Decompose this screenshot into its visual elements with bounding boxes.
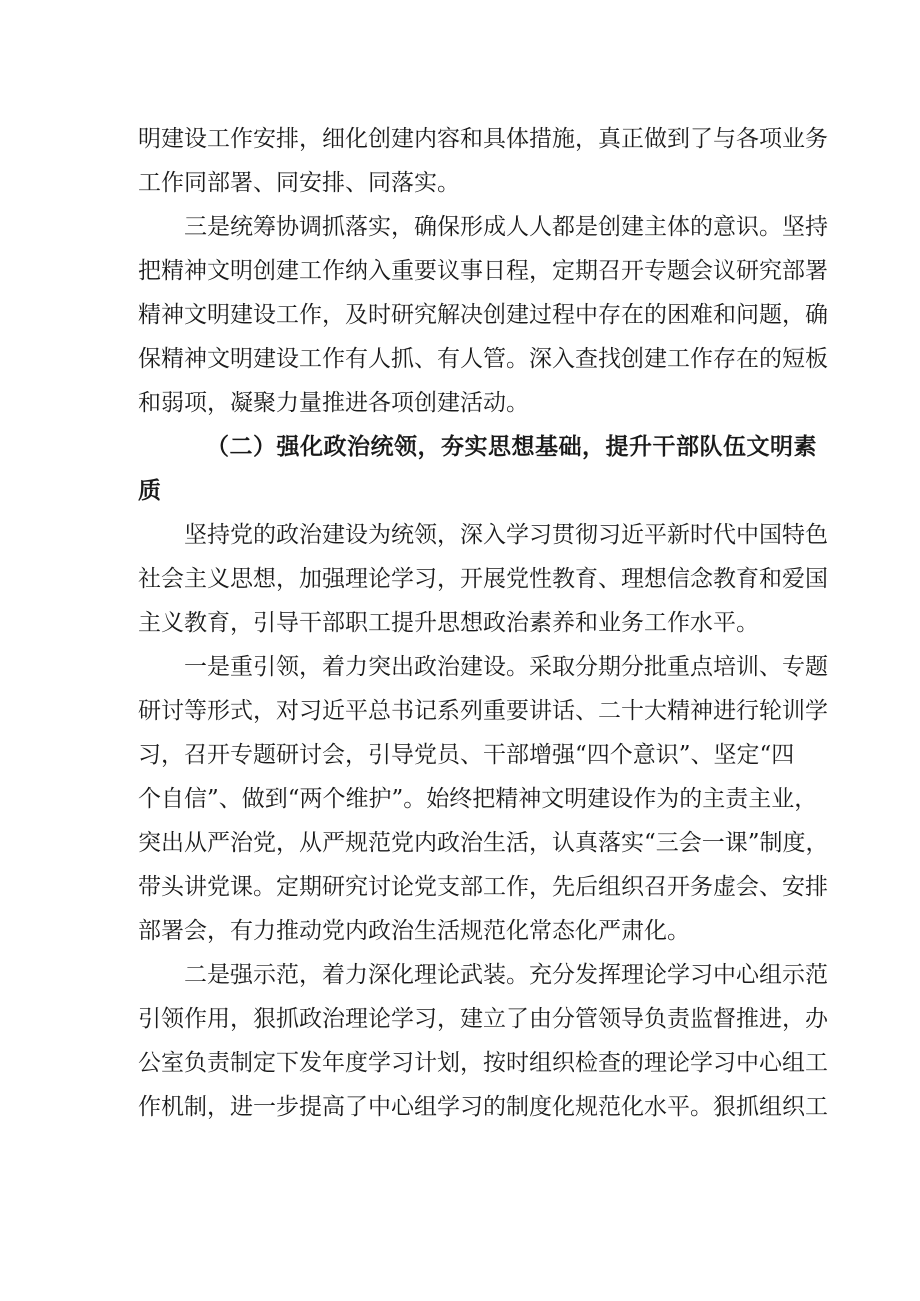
text-line: 明建设工作安排，细化创建内容和具体措施，真正做到了与各项业务 xyxy=(138,126,828,152)
text-line: 作机制，进一步提高了中心组学习的制度化规范化水平。狠抓组织工 xyxy=(138,1094,828,1120)
text-line: 引领作用，狠抓政治理论学习，建立了由分管领导负责监督推进，办 xyxy=(138,1006,828,1032)
text-line: 突出从严治党，从严规范党内政治生活，认真落实“三会一课”制度， xyxy=(138,830,829,856)
text-line: 工作同部署、同安排、同落实。 xyxy=(138,170,460,196)
paragraph-start: 三是统筹协调抓落实，确保形成人人都是创建主体的意识。坚持 xyxy=(184,214,828,240)
text-line: 社会主义思想，加强理论学习，开展党性教育、理想信念教育和爱国 xyxy=(138,566,828,592)
text-line: 把精神文明创建工作纳入重要议事日程，定期召开专题会议研究部署 xyxy=(138,258,828,284)
text-line: 精神文明建设工作，及时研究解决创建过程中存在的困难和问题，确 xyxy=(138,302,828,328)
paragraph-start: 二是强示范，着力深化理论武装。充分发挥理论学习中心组示范 xyxy=(184,962,828,988)
text-line: 部署会，有力推动党内政治生活规范化常态化严肃化。 xyxy=(138,918,690,944)
text-line: 研讨等形式，对习近平总书记系列重要讲话、二十大精神进行轮训学 xyxy=(138,698,828,724)
text-line: 公室负责制定下发年度学习计划，按时组织检查的理论学习中心组工 xyxy=(138,1050,828,1076)
text-line: 习，召开专题研讨会，引导党员、干部增强“四个意识”、坚定“四 xyxy=(138,742,795,768)
text-line: 带头讲党课。定期研究讨论党支部工作，先后组织召开务虚会、安排 xyxy=(138,874,828,900)
paragraph-start: 坚持党的政治建设为统领，深入学习贯彻习近平新时代中国特色 xyxy=(184,522,828,548)
text-line: 和弱项，凝聚力量推进各项创建活动。 xyxy=(138,390,529,416)
text-line: 保精神文明建设工作有人抓、有人管。深入查找创建工作存在的短板 xyxy=(138,346,828,372)
text-line: 个自信”、做到“两个维护”。始终把精神文明建设作为的主责主业， xyxy=(138,786,818,812)
text-line: 主义教育，引导干部职工提升思想政治素养和业务工作水平。 xyxy=(138,610,759,636)
paragraph-start: 一是重引领，着力突出政治建设。采取分期分批重点培训、专题 xyxy=(184,654,828,680)
section-heading-continued: 质 xyxy=(138,478,162,504)
section-heading: （二）强化政治统领，夯实思想基础，提升干部队伍文明素 xyxy=(206,434,817,460)
